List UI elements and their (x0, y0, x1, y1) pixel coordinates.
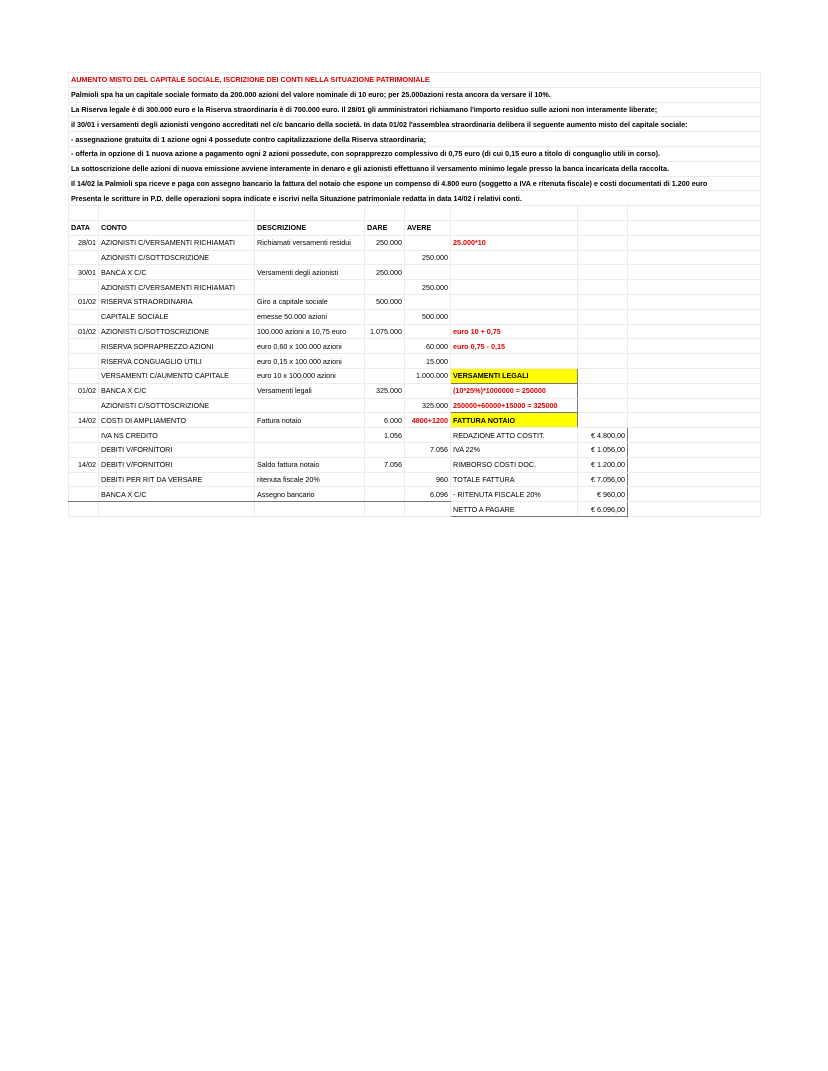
cell-avere[interactable]: 960 (405, 472, 451, 487)
cell-account[interactable]: DEBITI PER RIT DA VERSARE (99, 472, 255, 487)
cell-extra[interactable]: € 1.056,00 (578, 442, 628, 457)
text-row (69, 87, 761, 102)
cell-extra[interactable] (578, 413, 628, 428)
grid-cell[interactable] (628, 457, 761, 472)
grid-cell[interactable] (628, 294, 761, 309)
title-row (69, 73, 761, 88)
cell-avere[interactable] (405, 502, 451, 517)
cell-dare[interactable] (365, 309, 405, 324)
sheet-title: AUMENTO MISTO DEL CAPITALE SOCIALE, ISCRIZIONE DEI CONTI NELLA SITUAZIONE PATRIMONIALE (69, 73, 761, 88)
grid-cell[interactable] (365, 206, 405, 221)
cell-description[interactable]: ritenuta fiscale 20% (255, 472, 365, 487)
cell-description[interactable]: Giro a capitale sociale (255, 294, 365, 309)
cell-account[interactable]: BANCA X C/C (99, 487, 255, 502)
cell-description[interactable]: Versamenti degli azionisti (255, 265, 365, 280)
cell-extra[interactable]: € 6.096,00 (578, 502, 628, 517)
cell-note[interactable]: euro 0,75 - 0,15 (451, 339, 578, 354)
journal-row (69, 442, 761, 457)
problem-text-line: - assegnazione gratuita di 1 azione ogni 4 possedute contro capitalizzazione della Riserva straordinaria; (69, 132, 761, 147)
cell-description[interactable]: Fattura notaio (255, 413, 365, 428)
cell-account[interactable]: AZIONISTI C/SOTTOSCRIZIONE (99, 398, 255, 413)
cell-extra[interactable] (578, 235, 628, 250)
cell-avere[interactable] (405, 457, 451, 472)
grid-cell[interactable] (628, 250, 761, 265)
cell-avere[interactable] (405, 265, 451, 280)
journal-row (69, 235, 761, 250)
cell-extra[interactable]: € 4.800,00 (578, 428, 628, 443)
cell-extra[interactable] (578, 280, 628, 295)
cell-note[interactable]: 25.000*10 (451, 235, 578, 250)
cell-dare[interactable] (365, 442, 405, 457)
journal-row (69, 294, 761, 309)
cell-dare[interactable] (365, 502, 405, 517)
cell-dare[interactable]: 500.000 (365, 294, 405, 309)
cell-account[interactable] (99, 502, 255, 517)
cell-note[interactable] (451, 354, 578, 369)
grid-cell[interactable] (628, 398, 761, 413)
journal-row (69, 250, 761, 265)
cell-dare[interactable] (365, 280, 405, 295)
cell-extra[interactable] (578, 250, 628, 265)
cell-extra[interactable]: € 7.056,00 (578, 472, 628, 487)
cell-note[interactable]: IVA 22% (451, 442, 578, 457)
cell-extra[interactable] (578, 339, 628, 354)
journal-row (69, 383, 761, 398)
cell-avere[interactable]: 250.000 (405, 280, 451, 295)
cell-note[interactable]: REDAZIONE ATTO COSTIT. (451, 428, 578, 443)
cell-note[interactable]: - RITENUTA FISCALE 20% (451, 487, 578, 502)
cell-note[interactable] (451, 280, 578, 295)
grid-cell[interactable] (628, 220, 761, 235)
cell-extra[interactable] (578, 383, 628, 398)
cell-dare[interactable] (365, 250, 405, 265)
cell-note[interactable]: 250000+60000+15000 = 325000 (451, 398, 578, 413)
journal-row (69, 428, 761, 443)
cell-date[interactable] (69, 280, 99, 295)
spreadsheet-grid (68, 72, 761, 517)
cell-date[interactable]: 01/02 (69, 294, 99, 309)
cell-avere[interactable] (405, 428, 451, 443)
cell-dare[interactable] (365, 354, 405, 369)
journal-row (69, 413, 761, 428)
cell-avere[interactable]: 15.000 (405, 354, 451, 369)
text-row (69, 132, 761, 147)
cell-date[interactable]: 14/02 (69, 457, 99, 472)
text-row (69, 117, 761, 132)
cell-avere[interactable]: 500.000 (405, 309, 451, 324)
cell-dare[interactable] (365, 339, 405, 354)
problem-text-line: Il 14/02 la Palmioli spa riceve e paga con assegno bancario la fattura del notaio che espone un compenso di 4.800 euro (soggetto a IVA e ritenuta fiscale) e costi documentati di 1.200 euro (69, 176, 761, 191)
grid-cell[interactable] (628, 442, 761, 457)
cell-date[interactable] (69, 339, 99, 354)
journal-row (69, 457, 761, 472)
cell-extra[interactable] (578, 324, 628, 339)
cell-extra[interactable]: € 960,00 (578, 487, 628, 502)
journal-row (69, 339, 761, 354)
cell-description[interactable]: euro 0,60 x 100.000 azioni (255, 339, 365, 354)
cell-dare[interactable]: 6.000 (365, 413, 405, 428)
cell-account[interactable]: VERSAMENTI C/AUMENTO CAPITALE (99, 368, 255, 383)
cell-date[interactable]: 14/02 (69, 413, 99, 428)
cell-note[interactable]: RIMBORSO COSTI DOC. (451, 457, 578, 472)
cell-date[interactable] (69, 398, 99, 413)
cell-description[interactable] (255, 280, 365, 295)
cell-account[interactable]: RISERVA STRAORDINARIA (99, 294, 255, 309)
text-row (69, 161, 761, 176)
cell-avere[interactable]: 7.056 (405, 442, 451, 457)
cell-note[interactable]: NETTO A PAGARE (451, 502, 578, 517)
grid-cell[interactable] (628, 472, 761, 487)
cell-dare[interactable]: 7.056 (365, 457, 405, 472)
journal-row (69, 487, 761, 502)
cell-description[interactable]: 100.000 azioni a 10,75 euro (255, 324, 365, 339)
header-data[interactable]: DATA (69, 220, 99, 235)
cell-date[interactable] (69, 368, 99, 383)
cell-avere[interactable] (405, 235, 451, 250)
cell-description[interactable] (255, 428, 365, 443)
grid-cell[interactable] (628, 383, 761, 398)
cell-description[interactable]: Assegno bancario (255, 487, 365, 502)
cell-date[interactable]: 01/02 (69, 383, 99, 398)
cell-avere[interactable]: 60.000 (405, 339, 451, 354)
problem-text-line: La sottoscrizione delle azioni di nuova emissione avviene interamente in denaro e gli azionisti effettuano il versamento minimo legale presso la banca incaricata della raccolta. (69, 161, 761, 176)
problem-text-line: La Riserva legale è di 300.000 euro e la Riserva straordinaria è di 700.000 euro. Il 28/01 gli amministratori richiamano l'importo residuo sulle azioni non interamente liberate; (69, 102, 761, 117)
grid-cell[interactable] (628, 413, 761, 428)
cell-date[interactable] (69, 472, 99, 487)
header-descrizione[interactable]: DESCRIZIONE (255, 220, 365, 235)
grid-cell[interactable] (628, 309, 761, 324)
grid-cell[interactable] (628, 428, 761, 443)
cell-date[interactable] (69, 487, 99, 502)
cell-account[interactable]: RISERVA CONGUAGLIO UTILI (99, 354, 255, 369)
problem-text-line: Presenta le scritture in P.D. delle operazioni sopra indicate e iscrivi nella Situazione patrimoniale redatta in data 14/02 i relativi conti. (69, 191, 761, 206)
cell-note-highlight[interactable]: FATTURA NOTAIO (451, 413, 578, 428)
cell-description[interactable] (255, 250, 365, 265)
cell-extra[interactable] (578, 309, 628, 324)
cell-avere[interactable]: 325.000 (405, 398, 451, 413)
problem-text-line: il 30/01 i versamenti degli azionisti vengono accreditati nel c/c bancario della società. In data 01/02 l'assemblea straordinaria delibera il seguente aumento misto del capitale sociale: (69, 117, 761, 132)
cell-avere[interactable] (405, 383, 451, 398)
grid-cell[interactable] (628, 487, 761, 502)
cell-avere[interactable]: 6.096 (405, 487, 451, 502)
journal-row (69, 280, 761, 295)
grid-cell[interactable] (628, 206, 761, 221)
problem-text-line: Palmioli spa ha un capitale sociale formato da 200.000 azioni del valore nominale di 10 euro; per 25.000azioni resta ancora da versare il 10%. (69, 87, 761, 102)
cell-avere[interactable]: 4800+1200 (405, 413, 451, 428)
cell-description[interactable] (255, 398, 365, 413)
cell-account[interactable]: DEBITI V/FORNITORI (99, 457, 255, 472)
cell-avere[interactable]: 250.000 (405, 250, 451, 265)
cell-description[interactable] (255, 442, 365, 457)
cell-account[interactable]: COSTI DI AMPLIAMENTO (99, 413, 255, 428)
journal-row (69, 368, 761, 383)
cell-dare[interactable] (365, 398, 405, 413)
cell-avere[interactable] (405, 294, 451, 309)
grid-cell[interactable] (628, 324, 761, 339)
cell-note[interactable] (451, 250, 578, 265)
grid-cell[interactable] (578, 220, 628, 235)
cell-account[interactable]: CAPITALE SOCIALE (99, 309, 255, 324)
cell-dare[interactable]: 250.000 (365, 235, 405, 250)
journal-row (69, 309, 761, 324)
cell-description[interactable] (255, 502, 365, 517)
journal-row (69, 472, 761, 487)
grid-cell[interactable] (255, 206, 365, 221)
cell-note[interactable] (451, 309, 578, 324)
spreadsheet-sheet (68, 72, 760, 517)
grid-cell[interactable] (628, 280, 761, 295)
journal-row (69, 398, 761, 413)
cell-description[interactable]: euro 0,15 x 100.000 azioni (255, 354, 365, 369)
cell-account[interactable]: AZIONISTI C/VERSAMENTI RICHIAMATI (99, 280, 255, 295)
grid-cell[interactable] (628, 265, 761, 280)
cell-date[interactable] (69, 354, 99, 369)
cell-extra[interactable] (578, 354, 628, 369)
cell-extra[interactable] (578, 398, 628, 413)
header-avere[interactable]: AVERE (405, 220, 451, 235)
cell-account[interactable]: RISERVA SOPRAPREZZO AZIONI (99, 339, 255, 354)
cell-dare[interactable]: 325.000 (365, 383, 405, 398)
header-conto[interactable]: CONTO (99, 220, 255, 235)
header-dare[interactable]: DARE (365, 220, 405, 235)
cell-note[interactable] (451, 294, 578, 309)
cell-note[interactable]: TOTALE FATTURA (451, 472, 578, 487)
cell-date[interactable] (69, 502, 99, 517)
grid-cell[interactable] (451, 206, 578, 221)
cell-account[interactable]: IVA NS CREDITO (99, 428, 255, 443)
cell-note[interactable]: euro 10 + 0,75 (451, 324, 578, 339)
journal-row (69, 502, 761, 517)
header-row (69, 220, 761, 235)
cell-description[interactable]: emesse 50.000 azioni (255, 309, 365, 324)
cell-account[interactable]: BANCA X C/C (99, 383, 255, 398)
cell-account[interactable]: AZIONISTI C/SOTTOSCRIZIONE (99, 324, 255, 339)
cell-description[interactable]: euro 10 x 100.000 azioni (255, 368, 365, 383)
cell-avere[interactable] (405, 324, 451, 339)
cell-note[interactable] (451, 265, 578, 280)
cell-dare[interactable] (365, 368, 405, 383)
cell-dare[interactable] (365, 472, 405, 487)
cell-description[interactable]: Richiamati versamenti residui (255, 235, 365, 250)
cell-account[interactable]: BANCA X C/C (99, 265, 255, 280)
cell-date[interactable] (69, 250, 99, 265)
cell-date[interactable]: 01/02 (69, 324, 99, 339)
journal-row (69, 265, 761, 280)
cell-date[interactable] (69, 442, 99, 457)
grid-cell[interactable] (628, 368, 761, 383)
empty-row (69, 206, 761, 221)
text-row (69, 191, 761, 206)
text-row (69, 146, 761, 161)
cell-dare[interactable]: 1.075.000 (365, 324, 405, 339)
cell-date[interactable]: 30/01 (69, 265, 99, 280)
journal-row (69, 324, 761, 339)
cell-account[interactable]: DEBITI V/FORNITORI (99, 442, 255, 457)
cell-date[interactable] (69, 428, 99, 443)
grid-cell[interactable] (628, 339, 761, 354)
cell-description[interactable]: Versamenti legali (255, 383, 365, 398)
cell-dare[interactable]: 1.056 (365, 428, 405, 443)
cell-note-highlight[interactable]: VERSAMENTI LEGALI (451, 368, 578, 383)
cell-avere[interactable]: 1.000.000 (405, 368, 451, 383)
cell-extra[interactable]: € 1.200,00 (578, 457, 628, 472)
grid-cell[interactable] (99, 206, 255, 221)
journal-row (69, 354, 761, 369)
grid-cell[interactable] (451, 220, 578, 235)
cell-note[interactable]: (10*25%)*1000000 = 250000 (451, 383, 578, 398)
grid-cell[interactable] (578, 206, 628, 221)
text-row (69, 102, 761, 117)
cell-extra[interactable] (578, 294, 628, 309)
cell-date[interactable]: 28/01 (69, 235, 99, 250)
cell-date[interactable] (69, 309, 99, 324)
text-row (69, 176, 761, 191)
grid-cell[interactable] (69, 206, 99, 221)
problem-text-line: - offerta in opzione di 1 nuova azione a pagamento ogni 2 azioni possedute, con soprapprezzo complessivo di 0,75 euro (di cui 0,15 euro a titolo di conguaglio utili in corso). (69, 146, 761, 161)
cell-extra[interactable] (578, 368, 628, 383)
cell-dare[interactable]: 250.000 (365, 265, 405, 280)
cell-account[interactable]: AZIONISTI C/SOTTOSCRIZIONE (99, 250, 255, 265)
cell-description[interactable]: Saldo fattura notaio (255, 457, 365, 472)
grid-cell[interactable] (628, 354, 761, 369)
cell-dare[interactable] (365, 487, 405, 502)
grid-cell[interactable] (405, 206, 451, 221)
grid-cell[interactable] (628, 235, 761, 250)
cell-extra[interactable] (578, 265, 628, 280)
grid-cell[interactable] (628, 502, 761, 517)
cell-account[interactable]: AZIONISTI C/VERSAMENTI RICHIAMATI (99, 235, 255, 250)
